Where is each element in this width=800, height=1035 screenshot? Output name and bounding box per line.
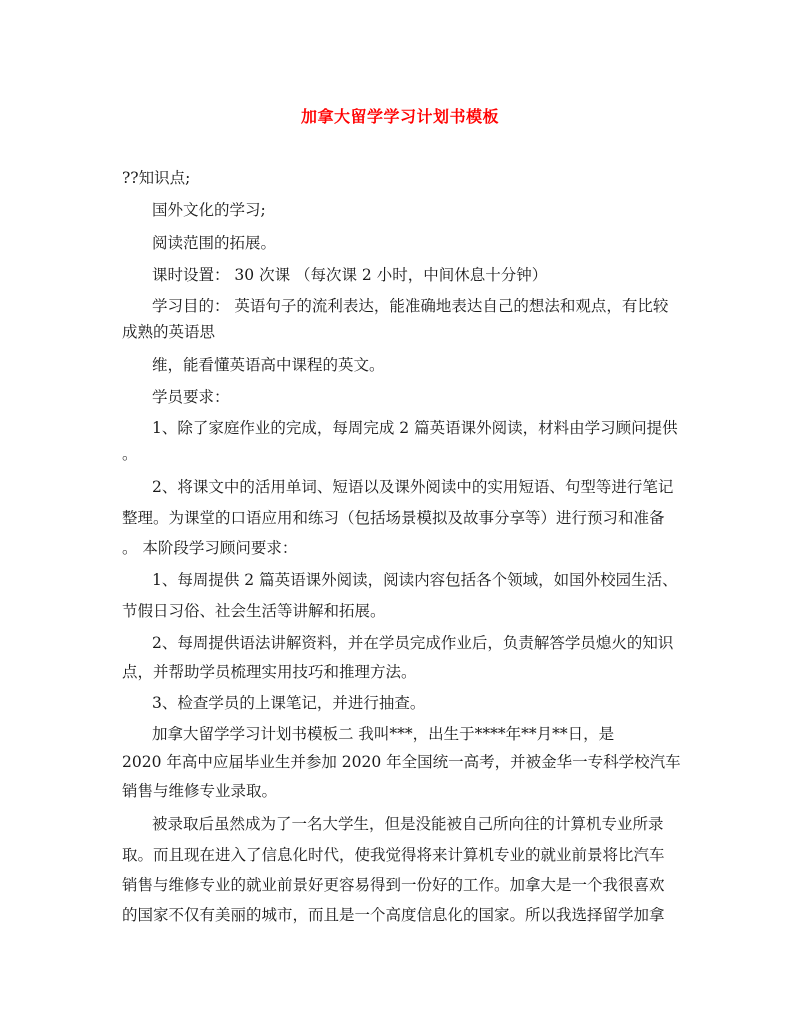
text-line: 维，能看懂英语高中课程的英文。 bbox=[152, 356, 385, 374]
text-line: 国外文化的学习; bbox=[152, 201, 266, 219]
text-line: 2、每周提供语法讲解资料，并在学员完成作业后，负责解答学员熄火的知识 bbox=[152, 634, 674, 652]
text-line: 节假日习俗、社会生活等讲解和拓展。 bbox=[122, 602, 386, 620]
text-line: 取。而且现在进入了信息化时代，使我觉得将来计算机专业的就业前景将比汽车 bbox=[122, 846, 665, 864]
text-line: 3、检查学员的上课笔记，并进行抽查。 bbox=[152, 694, 426, 712]
text-line: ??知识点; bbox=[122, 169, 191, 187]
document-title: 加拿大留学学习计划书模板 bbox=[300, 107, 499, 126]
text-line: 1、每周提供 2 篇英语课外阅读，阅读内容包括各个领域，如国外校园生活、 bbox=[152, 571, 678, 589]
text-line: 。 bbox=[122, 445, 138, 463]
text-line: 2、将课文中的活用单词、短语以及课外阅读中的实用短语、句型等进行笔记 bbox=[152, 478, 674, 496]
text-line: 1、除了家庭作业的完成，每周完成 2 篇英语课外阅读，材料由学习顾问提供 bbox=[152, 419, 678, 437]
text-line: 销售与维修专业录取。 bbox=[122, 782, 278, 800]
text-line: 整理。为课堂的口语应用和练习（包括场景模拟及故事分享等）进行预习和准备 bbox=[122, 509, 665, 527]
text-line: 的国家不仅有美丽的城市，而且是一个高度信息化的国家。所以我选择留学加拿 bbox=[122, 906, 665, 924]
text-line: 阅读范围的拓展。 bbox=[152, 234, 277, 252]
text-line: 加拿大留学学习计划书模板二 我叫***，出生于****年**月**日，是 bbox=[152, 725, 615, 743]
text-line: 成熟的英语思 bbox=[122, 323, 216, 341]
text-line: 2020 年高中应届毕业生并参加 2020 年全国统一高考，并被金华一专科学校汽车 bbox=[122, 753, 681, 771]
text-line: 课时设置： 30 次课 （每次课 2 小时，中间休息十分钟） bbox=[152, 266, 548, 284]
text-line: 学员要求： bbox=[152, 388, 230, 406]
text-line: 点，并帮助学员梳理实用技巧和推理方法。 bbox=[122, 663, 417, 681]
text-line: 。 本阶段学习顾问要求： bbox=[122, 539, 298, 557]
text-line: 学习目的： 英语句子的流利表达，能准确地表达自己的想法和观点，有比较 bbox=[152, 297, 669, 315]
text-line: 销售与维修专业的就业前景好更容易得到一份好的工作。加拿大是一个我很喜欢 bbox=[122, 876, 665, 894]
text-line: 被录取后虽然成为了一名大学生，但是没能被自己所向往的计算机专业所录 bbox=[152, 815, 664, 833]
